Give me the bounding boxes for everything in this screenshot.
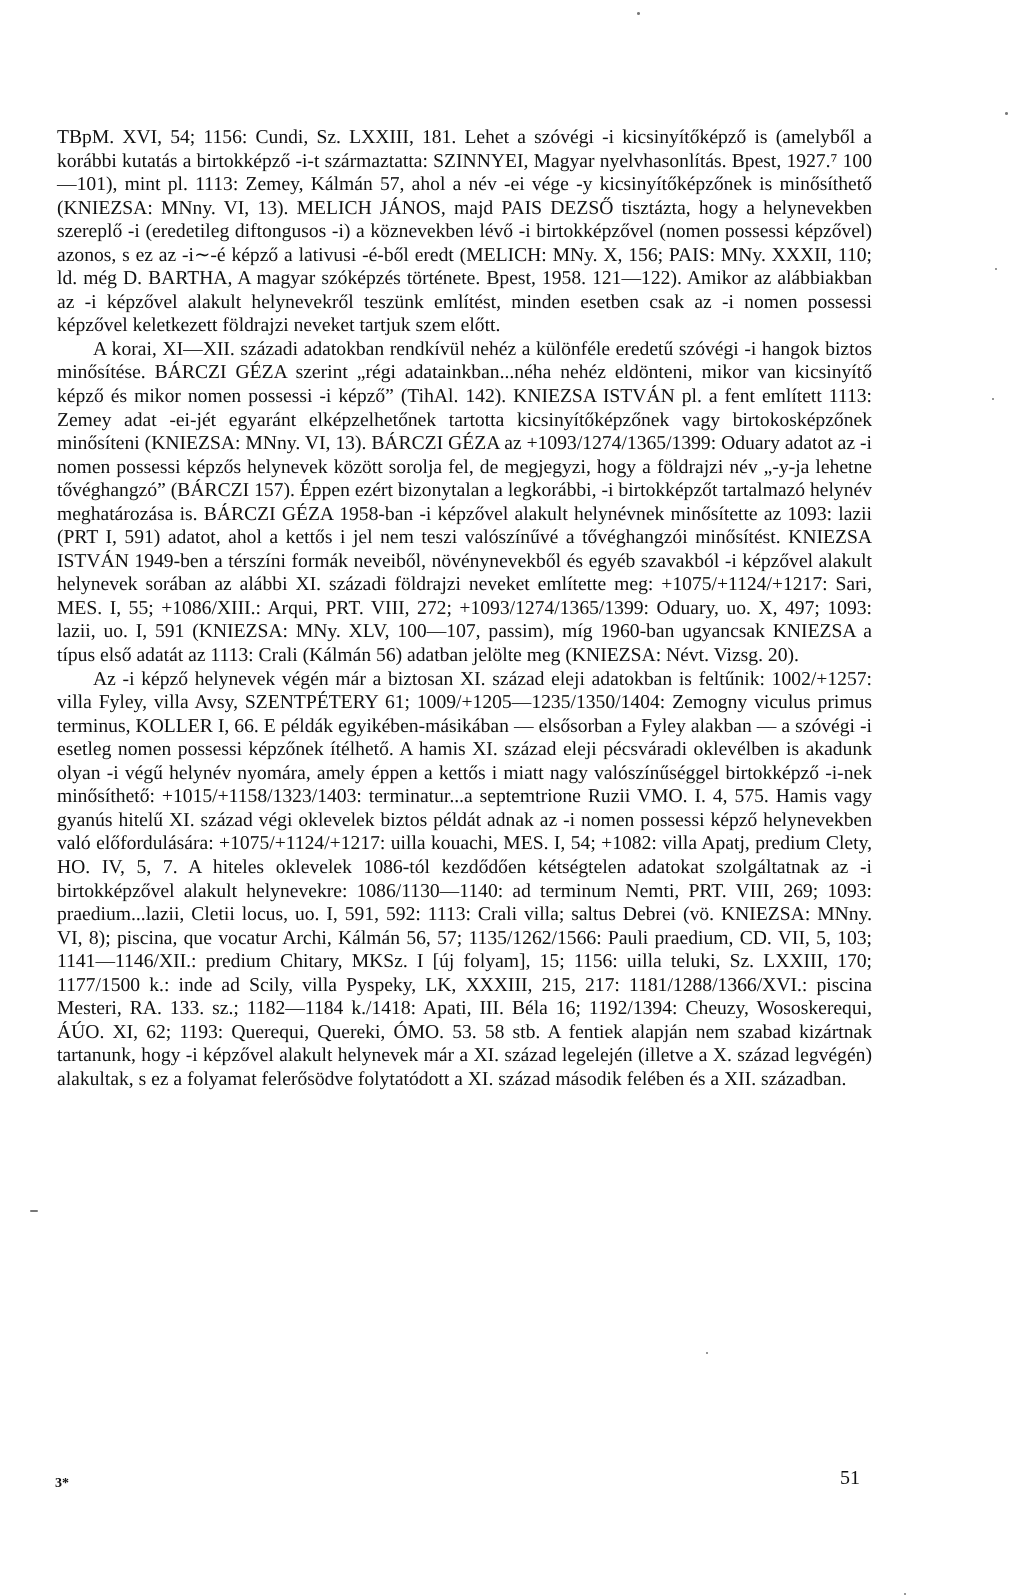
scan-speck bbox=[992, 398, 994, 400]
scan-speck bbox=[637, 12, 640, 15]
page-number: 51 bbox=[840, 1467, 860, 1489]
scan-speck bbox=[995, 268, 997, 270]
paragraph-2: A korai, XI—XII. századi adatokban rendkívül nehéz a különféle eredetű szóvégi -i hangok biztos minősítése. BÁRCZI GÉZA szerint „régi adatainkban...néha nehéz eldönteni, mikor van kicsinyítő képző és mikor nomen possessi -i képző” (TihAl. 142). KNIEZSA ISTVÁN pl. a fent említett 1113: Zemey adat -ei-jét egyaránt elképzelhetőnek tartotta kicsinyítőképzőnek vagy birtokosképzőnek minősíteni (KNIEZSA: MNny. VI, 13). BÁRCZI GÉZA az +1093/1274/1365/1399: Oduary adatot az -i nomen possessi képzős helynevek között sorolja fel, de megjegyzi, hogy a földrajzi név „-y-ja lehetne tővéghangzó” (BÁRCZI 157). Éppen ezért bizonytalan a legkorábbi, -i birtokképzőt tartalmazó helynév meghatározása is. BÁRCZI GÉZA 1958-ban -i képzővel alakult helynévnek minősítette az 1093: lazii (PRT I, 591) adatot, ahol a kettős i jel nem teszi valószínűvé a tővéghangzói minősítést. KNIEZSA ISTVÁN 1949-ben a térszíni formák neveiből, növénynevekből és egyéb szavakból -i képzővel alakult helynevek sorában az alábbi XI. századi földrajzi neveket említette meg: +1075/+1124/+1217: Sari, MES. I, 55; +1086/XIII.: Arqui, PRT. VIII, 272; +1093/1274/1365/1399: Oduary, uo. X, 497; 1093: lazii, uo. I, 591 (KNIEZSA: MNy. XLV, 100—107, passim), míg 1960-ban ugyancsak KNIEZSA a típus első adatát az 1113: Crali (Kálmán 56) adatban jelölte meg (KNIEZSA: Névt. Vizsg. 20). bbox=[57, 338, 872, 667]
scan-speck bbox=[706, 1352, 708, 1354]
body-text bbox=[57, 126, 872, 1091]
paragraph-3: Az -i képző helynevek végén már a biztosan XI. század eleji adatokban is feltűnik: 1002/+1257: villa Fyley, villa Avsy, SZENTPÉTERY 61; 1009/+1205—1235/1350/1404: Zemogny viculus primus terminus, KOLLER I, 66. E példák egyikében-másikában — elsősorban a Fyley alakban — a szóvégi -i esetleg nomen possessi képzőnek ítélhető. A hamis XI. század eleji pécsváradi oklevélben is akadunk olyan -i végű helynév nyomára, amely éppen a kettős i miatt nagy valószínűséggel birtokképző -i-nek minősíthető: +1015/+1158/1323/1403: terminatur...a septemtrione Ruzii VMO. I. 4, 575. Hamis vagy gyanús hitelű XI. század végi oklevelek biztos példát adnak az -i nomen possessi képző helynevekben való előfordulására: +1075/+1124/+1217: uilla kouachi, MES. I, 54; +1082: villa Apatj, predium Clety, HO. IV, 5, 7. A hiteles oklevelek 1086-tól kezdődően kétségtelen adatokat szolgáltatnak az -i birtokképzővel alakult helynevekre: 1086/1130—1140: ad terminum Nemti, PRT. VIII, 269; 1093: praedium...lazii, Cletii locus, uo. I, 591, 592: 1113: Crali villa; saltus Debrei (vö. KNIEZSA: MNny. VI, 8); piscina, que vocatur Archi, Kálmán 56, 57; 1135/1262/1566: Pauli praedium, CD. VII, 5, 103; 1141—1146/XII.: predium Chitary, MKSz. I [új folyam], 15; 1156: uilla teluki, Sz. LXXIII, 170; 1177/1500 k.: inde ad Scily, villa Pyspeky, LK, XXXIII, 215, 217: 1181/1288/1366/XVI.: piscina Mesteri, RA. 133. sz.; 1182—1184 k./1418: Apati, III. Béla 16; 1192/1394: Cheuzy, Wososkerequi, ÁÚO. XI, 62; 1193: Querequi, Quereki, ÓMO. 53. 58 stb. A fentiek alapján nem szabad kizártnak tartanunk, hogy -i képzővel alakult helynevek már a XI. század legelején (illetve a X. század legvégén) alakultak, s ez a folyamat felerősödve folytatódott a XI. század második felében és a XII. században. bbox=[57, 668, 872, 1090]
paragraph-1: TBpM. XVI, 54; 1156: Cundi, Sz. LXXIII, 181. Lehet a szóvégi -i kicsinyítőképző is (amelyből a korábbi kutatás a birtokképző -i-t származtatta: SZINNYEI, Magyar nyelvhasonlítás. Bpest, 1927.⁷ 100—101), mint pl. 1113: Zemey, Kálmán 57, ahol a név -ei vége -y kicsinyítőképzőnek is minősíthető (KNIEZSA: MNny. VI, 13). MELICH JÁNOS, majd PAIS DEZSŐ tisztázta, hogy a helynevekben szereplő -i (eredetileg diftongusos -i) a köznevekben lévő -i birtokképzővel (nomen possessi képzővel) azonos, s ez az -i∼-é képző a lativusi -é-ből eredt (MELICH: MNy. X, 156; PAIS: MNy. XXXII, 110; ld. még D. BARTHA, A magyar szóképzés története. Bpest, 1958. 121—122). Amikor az alábbiakban az -i képzővel alakult helynevekről teszünk említést, minden esetben csak az -i nomen possessi képzővel keletkezett földrajzi neveket tartjuk szem előtt. bbox=[57, 127, 872, 337]
scan-speck bbox=[30, 1210, 38, 1212]
signature-mark: 3* bbox=[55, 1476, 69, 1491]
scan-speck bbox=[1005, 112, 1008, 115]
